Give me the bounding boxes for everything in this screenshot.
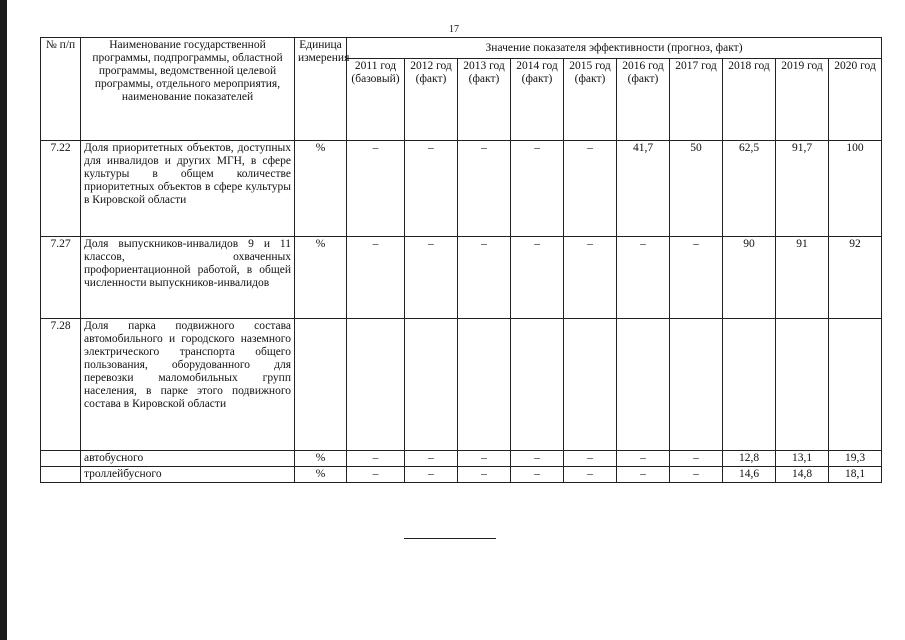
- header-year: 2011 год (базовый): [347, 59, 405, 141]
- value-cell: –: [564, 141, 617, 237]
- table-row: [41, 467, 882, 483]
- value-cell: 14,6: [723, 467, 776, 483]
- value-cell: –: [617, 467, 670, 483]
- value-cell: [458, 319, 511, 451]
- header-name: Наименование государственной программы, подпрограммы, областной программы, ведомственной целевой программы, отдельного мероприятия, наименование показателей: [81, 38, 295, 141]
- value-cell: –: [670, 467, 723, 483]
- value-cell: [347, 319, 405, 451]
- value-cell: [670, 319, 723, 451]
- value-cell: 13,1: [776, 451, 829, 467]
- header-year: 2015 год (факт): [564, 59, 617, 141]
- table-row: [41, 141, 882, 237]
- value-cell: [723, 319, 776, 451]
- value-cell: –: [564, 451, 617, 467]
- value-cell: –: [458, 467, 511, 483]
- table-row: [41, 237, 882, 319]
- unit-cell: %: [295, 451, 347, 467]
- value-cell: –: [405, 467, 458, 483]
- indicator-name: Доля парка подвижного состава автомобильного и городского наземного электрического транспорта общего пользования, оборудованного для перевозки маломобильных групп населения, в парке этого подвижного состава в Кировской области: [81, 319, 295, 451]
- value-cell: 18,1: [829, 467, 882, 483]
- value-cell: –: [511, 237, 564, 319]
- header-year: 2017 год: [670, 59, 723, 141]
- header-group: Значение показателя эффективности (прогноз, факт): [347, 38, 882, 59]
- header-num: № п/п: [41, 38, 81, 141]
- row-number: [41, 467, 81, 483]
- value-cell: –: [405, 451, 458, 467]
- value-cell: 12,8: [723, 451, 776, 467]
- row-number: 7.22: [41, 141, 81, 237]
- header-year: 2012 год (факт): [405, 59, 458, 141]
- value-cell: [617, 319, 670, 451]
- value-cell: –: [564, 467, 617, 483]
- header-year: 2014 год (факт): [511, 59, 564, 141]
- value-cell: 100: [829, 141, 882, 237]
- value-cell: –: [405, 141, 458, 237]
- header-unit: Единица измерения: [295, 38, 347, 141]
- header-year: 2016 год (факт): [617, 59, 670, 141]
- value-cell: [564, 319, 617, 451]
- value-cell: 91: [776, 237, 829, 319]
- value-cell: 19,3: [829, 451, 882, 467]
- indicator-name: Доля приоритетных объектов, доступных для инвалидов и других МГН, в сфере культуры в общем количестве приоритетных объектов в сфере культуры в Кировской области: [81, 141, 295, 237]
- indicator-name: Доля выпускников-инвалидов 9 и 11 классов, охваченных профориентационной работой, в общей численности выпускников-инвалидов: [81, 237, 295, 319]
- value-cell: –: [347, 467, 405, 483]
- header-year: 2018 год: [723, 59, 776, 141]
- table-row: [41, 451, 882, 467]
- value-cell: 50: [670, 141, 723, 237]
- value-cell: 91,7: [776, 141, 829, 237]
- unit-cell: %: [295, 141, 347, 237]
- indicator-name: троллейбусного: [81, 467, 295, 483]
- value-cell: –: [511, 451, 564, 467]
- value-cell: –: [670, 451, 723, 467]
- header-year: 2019 год: [776, 59, 829, 141]
- value-cell: –: [405, 237, 458, 319]
- value-cell: 92: [829, 237, 882, 319]
- value-cell: 41,7: [617, 141, 670, 237]
- value-cell: 62,5: [723, 141, 776, 237]
- row-number: [41, 451, 81, 467]
- value-cell: [511, 319, 564, 451]
- page-number: 17: [449, 24, 459, 35]
- value-cell: 90: [723, 237, 776, 319]
- header-row-1: [41, 38, 882, 59]
- value-cell: –: [458, 141, 511, 237]
- value-cell: –: [458, 237, 511, 319]
- value-cell: –: [347, 141, 405, 237]
- unit-cell: %: [295, 237, 347, 319]
- value-cell: –: [511, 141, 564, 237]
- value-cell: –: [564, 237, 617, 319]
- value-cell: –: [347, 237, 405, 319]
- value-cell: –: [670, 237, 723, 319]
- header-year: 2013 год (факт): [458, 59, 511, 141]
- value-cell: –: [458, 451, 511, 467]
- unit-cell: [295, 319, 347, 451]
- value-cell: [776, 319, 829, 451]
- indicator-table: [40, 37, 882, 483]
- value-cell: –: [617, 237, 670, 319]
- value-cell: [829, 319, 882, 451]
- table-row: [41, 319, 882, 451]
- value-cell: 14,8: [776, 467, 829, 483]
- value-cell: –: [347, 451, 405, 467]
- end-rule: [404, 538, 496, 539]
- value-cell: [405, 319, 458, 451]
- scan-edge-bar: [0, 0, 7, 640]
- row-number: 7.27: [41, 237, 81, 319]
- value-cell: –: [617, 451, 670, 467]
- value-cell: –: [511, 467, 564, 483]
- header-year: 2020 год: [829, 59, 882, 141]
- unit-cell: %: [295, 467, 347, 483]
- indicator-name: автобусного: [81, 451, 295, 467]
- row-number: 7.28: [41, 319, 81, 451]
